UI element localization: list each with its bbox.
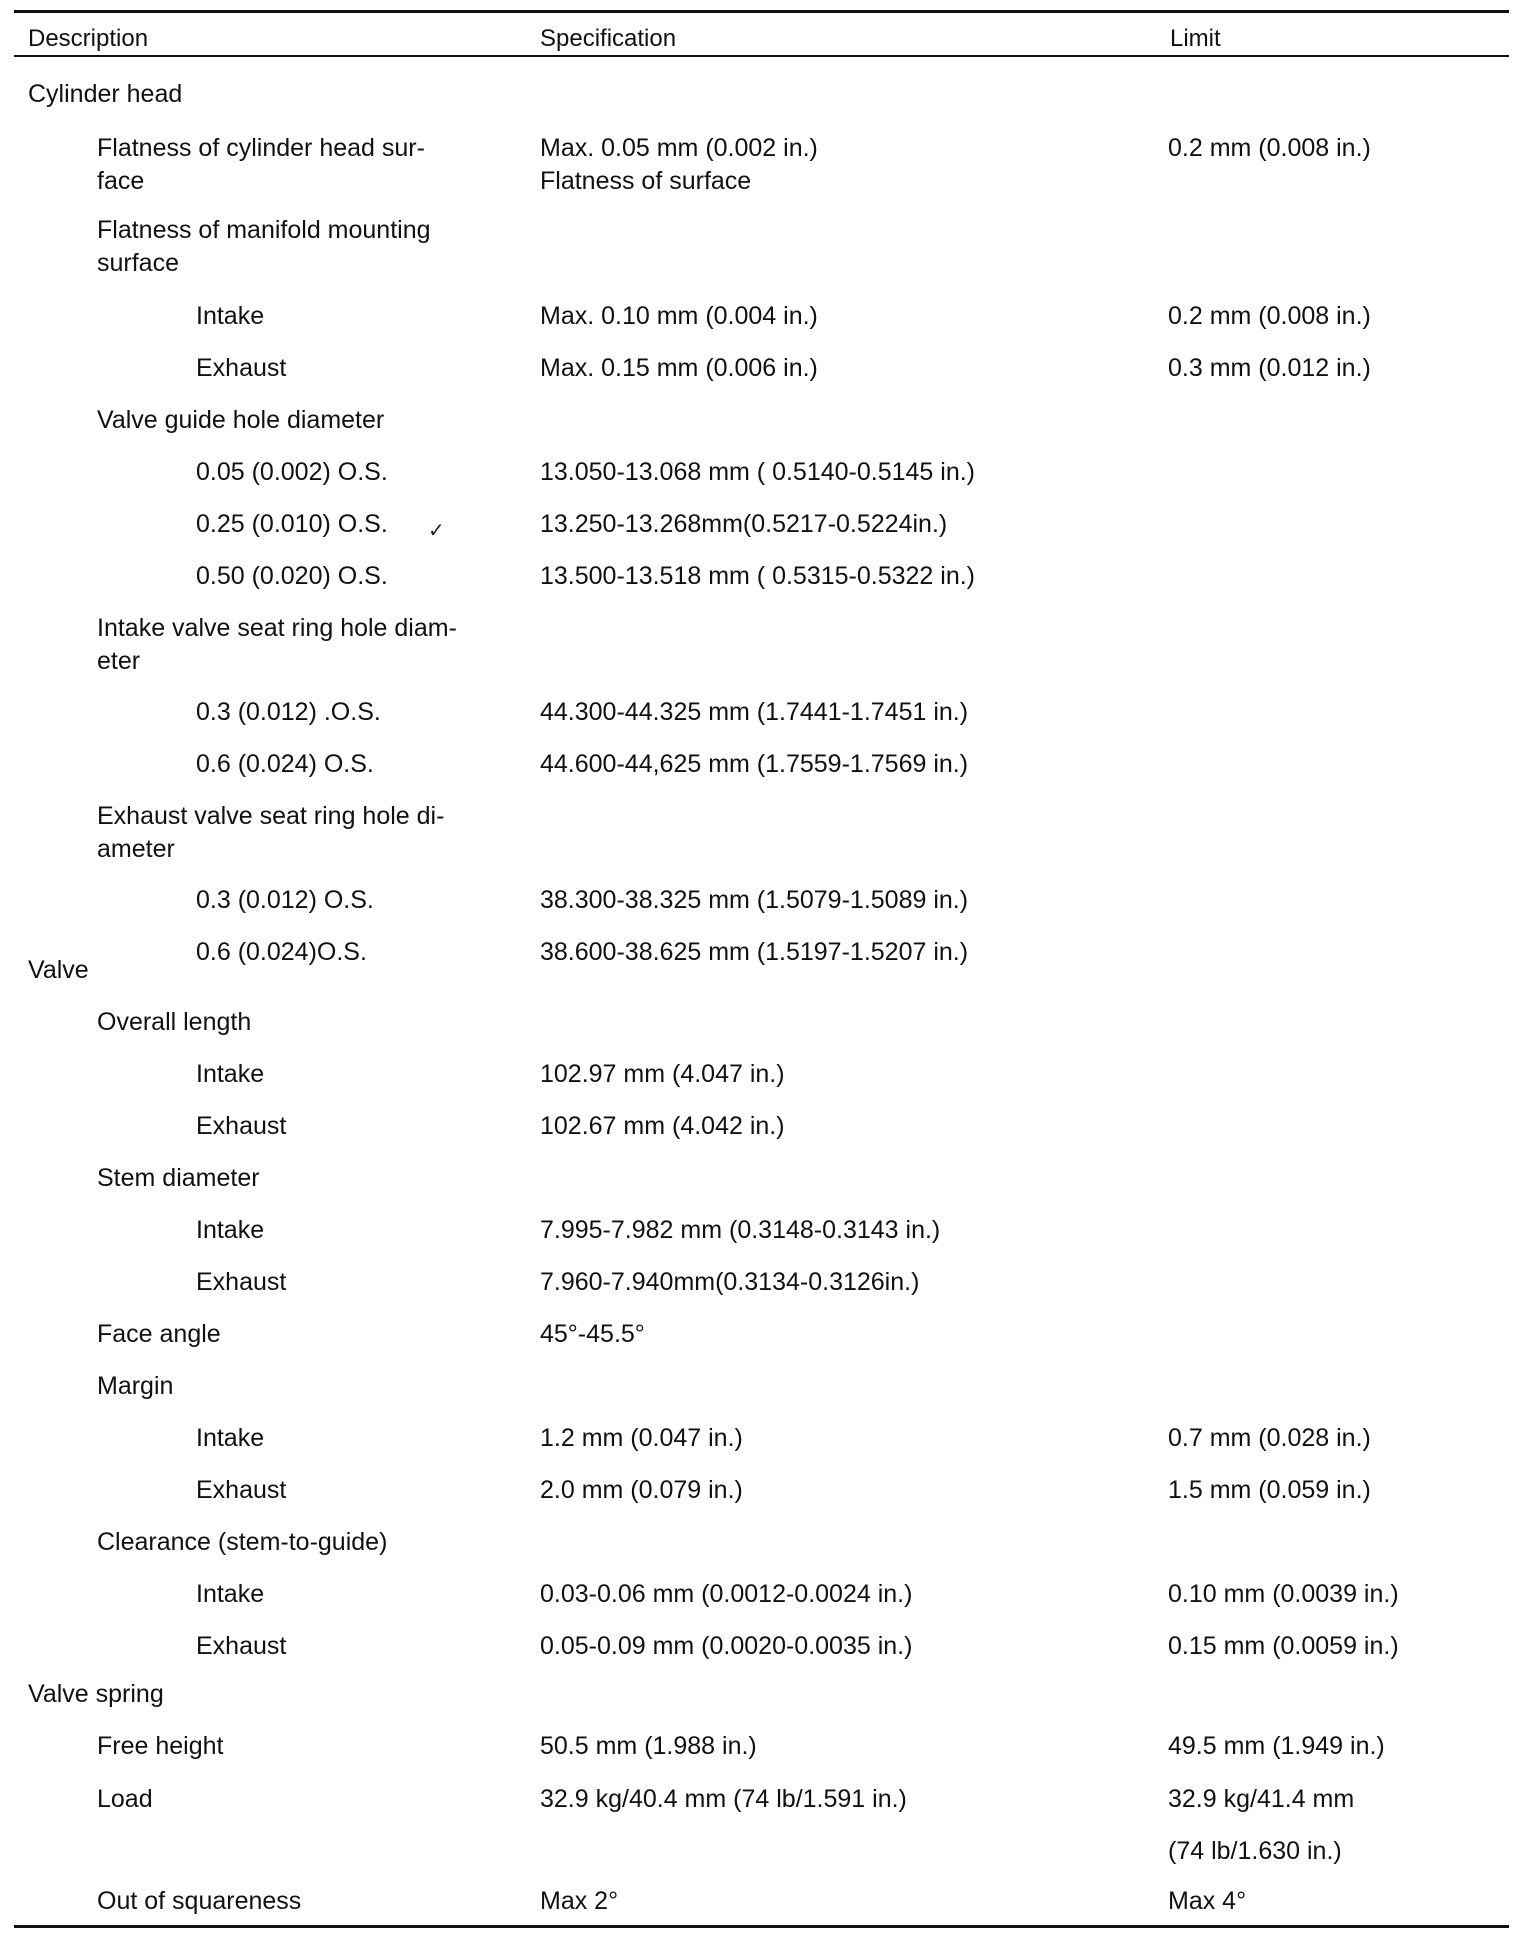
header-description: Description (28, 25, 149, 52)
row-limit: 1.5 mm (0.059 in.) (1168, 1476, 1371, 1504)
row-description: Out of squareness (97, 1887, 302, 1915)
row-specification: 1.2 mm (0.047 in.) (540, 1424, 743, 1452)
row-description: Exhaust (196, 1268, 287, 1296)
row-description: Intake (196, 302, 265, 330)
row-limit: 49.5 mm (1.949 in.) (1168, 1732, 1385, 1760)
row-description: Overall length (97, 1008, 252, 1036)
row-description: 0.25 (0.010) O.S. (196, 510, 388, 538)
row-specification: Max 2° (540, 1887, 619, 1915)
header-limit: Limit (1170, 25, 1221, 52)
row-description: 0.05 (0.002) O.S. (196, 458, 388, 486)
row-specification: 13.050-13.068 mm ( 0.5140-0.5145 in.) (540, 458, 975, 486)
row-description: Face angle (97, 1320, 221, 1348)
row-description: Exhaust (196, 354, 287, 382)
row-specification: 13.500-13.518 mm ( 0.5315-0.5322 in.) (540, 562, 975, 590)
checkmark-icon: ✓ (428, 520, 445, 542)
row-specification: 50.5 mm (1.988 in.) (540, 1732, 757, 1760)
table-top-rule (14, 10, 1509, 13)
row-description: Valve spring (28, 1680, 164, 1708)
row-description: Intake (196, 1060, 265, 1088)
row-limit: 0.2 mm (0.008 in.) (1168, 302, 1371, 330)
row-limit: (74 lb/1.630 in.) (1168, 1837, 1342, 1865)
row-specification: Max. 0.05 mm (0.002 in.) Flatness of surface (540, 134, 818, 195)
row-specification: Max. 0.10 mm (0.004 in.) (540, 302, 818, 330)
row-description: Load (97, 1785, 153, 1813)
row-specification: 13.250-13.268mm(0.5217-0.5224in.) (540, 510, 948, 538)
row-specification: 102.97 mm (4.047 in.) (540, 1060, 785, 1088)
row-description: Exhaust (196, 1112, 287, 1140)
row-limit: 0.7 mm (0.028 in.) (1168, 1424, 1371, 1452)
row-description: 0.50 (0.020) O.S. (196, 562, 388, 590)
row-specification: 7.995-7.982 mm (0.3148-0.3143 in.) (540, 1216, 941, 1244)
row-description: Intake (196, 1216, 265, 1244)
row-description: 0.3 (0.012) .O.S. (196, 698, 381, 726)
row-description: Intake valve seat ring hole diam- eter (97, 614, 457, 675)
row-specification: 2.0 mm (0.079 in.) (540, 1476, 743, 1504)
row-description: 0.6 (0.024)O.S. (196, 938, 367, 966)
row-description: Intake (196, 1424, 265, 1452)
row-description: Flatness of manifold mounting surface (97, 216, 431, 277)
row-specification: 102.67 mm (4.042 in.) (540, 1112, 785, 1140)
row-specification: 32.9 kg/40.4 mm (74 lb/1.591 in.) (540, 1785, 907, 1813)
row-limit: 0.2 mm (0.008 in.) (1168, 134, 1371, 162)
row-description: Margin (97, 1372, 174, 1400)
row-description: Intake (196, 1580, 265, 1608)
row-description: Clearance (stem-to-guide) (97, 1528, 388, 1556)
row-description: Valve (28, 956, 89, 984)
row-specification: 38.600-38.625 mm (1.5197-1.5207 in.) (540, 938, 969, 966)
row-description: Free height (97, 1732, 224, 1760)
row-description: Flatness of cylinder head sur- face (97, 134, 425, 195)
row-specification: 7.960-7.940mm(0.3134-0.3126in.) (540, 1268, 920, 1296)
row-specification: 0.03-0.06 mm (0.0012-0.0024 in.) (540, 1580, 913, 1608)
header-rule (14, 55, 1509, 57)
row-description: 0.3 (0.012) O.S. (196, 886, 374, 914)
row-limit: Max 4° (1168, 1887, 1247, 1915)
row-limit: 32.9 kg/41.4 mm (1168, 1785, 1355, 1813)
row-specification: 44.300-44.325 mm (1.7441-1.7451 in.) (540, 698, 969, 726)
row-description: Exhaust (196, 1632, 287, 1660)
row-description: Valve guide hole diameter (97, 406, 385, 434)
row-limit: 0.15 mm (0.0059 in.) (1168, 1632, 1399, 1660)
row-description: Stem diameter (97, 1164, 260, 1192)
row-specification: 45°-45.5° (540, 1320, 645, 1348)
header-specification: Specification (540, 25, 677, 52)
row-description: 0.6 (0.024) O.S. (196, 750, 374, 778)
row-specification: 44.600-44,625 mm (1.7559-1.7569 in.) (540, 750, 969, 778)
row-description: Exhaust valve seat ring hole di- ameter (97, 802, 445, 863)
row-limit: 0.10 mm (0.0039 in.) (1168, 1580, 1399, 1608)
row-limit: 0.3 mm (0.012 in.) (1168, 354, 1371, 382)
row-description: Cylinder head (28, 80, 183, 108)
row-specification: Max. 0.15 mm (0.006 in.) (540, 354, 818, 382)
table-bottom-rule (14, 1925, 1509, 1928)
row-specification: 38.300-38.325 mm (1.5079-1.5089 in.) (540, 886, 969, 914)
row-specification: 0.05-0.09 mm (0.0020-0.0035 in.) (540, 1632, 913, 1660)
row-description: Exhaust (196, 1476, 287, 1504)
